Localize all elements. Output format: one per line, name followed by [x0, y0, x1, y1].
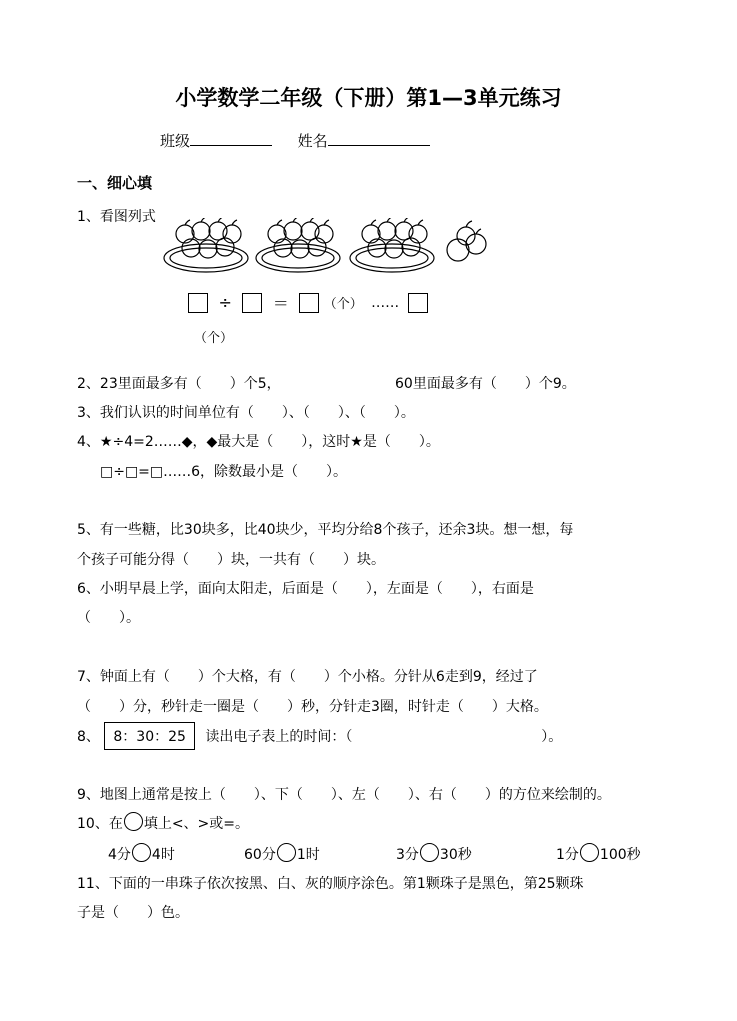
answer-box-divisor[interactable] — [242, 293, 262, 313]
digital-clock-display: 8：30：25 — [104, 722, 195, 750]
answer-box-dividend[interactable] — [188, 293, 208, 313]
plate-of-apples-3 — [350, 218, 434, 272]
student-info-row — [160, 130, 430, 151]
question-11b: 子是（ ）色。 — [77, 905, 189, 921]
answer-box-remainder[interactable] — [408, 293, 428, 313]
question-6a: 6、小明早晨上学，面向太阳走，后面是（ ），左面是（ ），右面是 — [77, 581, 534, 597]
question-5a: 5、有一些糖，比30块多，比40块少，平均分给8个孩子，还余3块。想一想，每 — [77, 522, 574, 538]
comparison-circle-3[interactable] — [420, 843, 439, 862]
comparison-circle-1[interactable] — [132, 843, 151, 862]
question-6b: （ ）。 — [77, 610, 140, 626]
comparison-item-1: 4分 4时 — [108, 843, 175, 864]
question-8-number: 8、 — [77, 729, 100, 745]
question-8-text: 读出电子表上的时间：（ — [205, 729, 353, 745]
question-9: 9、地图上通常是按上（ ）、下（ ）、左（ ）、右（ ）的方位来绘制的。 — [77, 787, 611, 803]
question-11a: 11、下面的一串珠子依次按黑、白、灰的顺序涂色。第1颗珠子是黑色，第25颗珠 — [77, 876, 584, 892]
class-label: 班级 — [160, 132, 191, 150]
question-1-label: 1、看图列式 — [77, 209, 156, 225]
question-4b: □÷□=□……6，除数最小是（ ）。 — [100, 464, 348, 480]
question-10-prefix: 10、在 — [77, 816, 123, 832]
comparison-circle-4[interactable] — [580, 843, 599, 862]
unit-label: （个） — [323, 297, 363, 312]
question-3: 3、我们认识的时间单位有（ ）、（ ）、（ ）。 — [77, 405, 415, 421]
answer-box-quotient[interactable] — [299, 293, 319, 313]
question-4a: 4、★÷4=2……◆，◆最大是（ ），这时★是（ ）。 — [77, 434, 440, 450]
remainder-dots: …… — [371, 294, 400, 311]
comparison-item-3: 3分 30秒 — [396, 843, 472, 864]
section-heading: 一、细心填 — [77, 174, 153, 192]
loose-apples — [447, 221, 486, 261]
division-sign: ÷ — [218, 293, 232, 312]
comparison-circle-2[interactable] — [277, 843, 296, 862]
apple-plates-illustration — [163, 218, 493, 274]
remainder-unit-label: （个） — [194, 331, 234, 346]
question-5b: 个孩子可能分得（ ）块，一共有（ ）块。 — [77, 552, 385, 568]
question-10 — [77, 812, 249, 833]
comparison-item-4: 1分 100秒 — [556, 843, 641, 864]
question-8-end: ）。 — [541, 729, 563, 745]
question-2a: 2、23里面最多有（ ）个5， — [77, 376, 281, 392]
comparison-item-2: 60分 1时 — [244, 843, 320, 864]
question-2b: 60里面最多有（ ）个9。 — [395, 376, 576, 392]
plate-of-apples-1 — [164, 218, 248, 272]
class-blank[interactable] — [190, 131, 272, 146]
circle-blank-icon — [124, 812, 143, 831]
question-7a: 7、钟面上有（ ）个大格，有（ ）个小格。分针从6走到9，经过了 — [77, 669, 538, 685]
name-label: 姓名 — [297, 132, 328, 150]
question-8 — [77, 722, 562, 750]
question-7b: （ ）分，秒针走一圈是（ ）秒，分针走3圈，时针走（ ）大格。 — [77, 699, 548, 715]
page-title: 小学数学二年级（下册）第1—3单元练习 — [175, 86, 562, 110]
plate-of-apples-2 — [256, 218, 340, 272]
division-equation — [188, 291, 428, 314]
equals-sign: ＝ — [272, 294, 289, 313]
question-10-suffix: 填上<、>或=。 — [143, 816, 250, 832]
name-blank[interactable] — [328, 131, 430, 146]
